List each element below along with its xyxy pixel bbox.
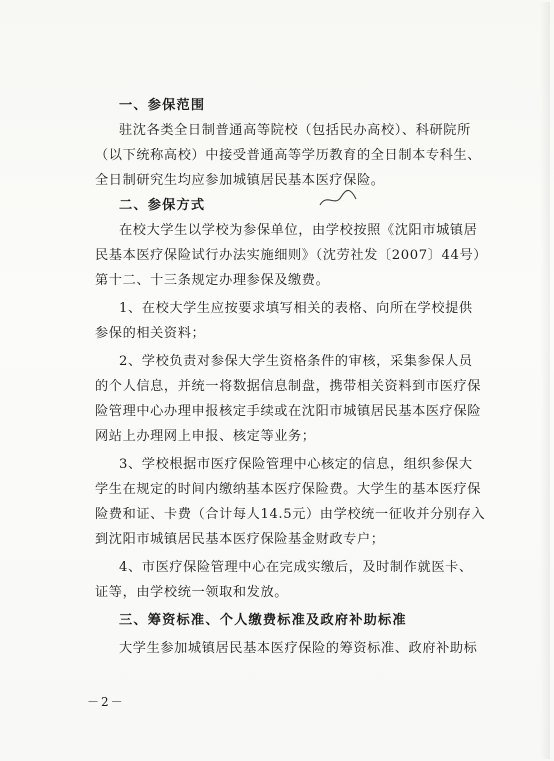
line-spacer	[95, 343, 510, 352]
text-line: 险费和证、卡费（合计每人14.5元）由学校统一征收并分别存入	[95, 507, 486, 522]
text-line: 的个人信息，并统一将数据信息制盘，携带相关资料到市医疗保	[95, 379, 482, 394]
line-spacer	[95, 446, 510, 455]
document-body	[95, 96, 510, 658]
text-line: 4、市医疗保险管理中心在完成实缴后，及时制作就医卡、	[119, 560, 473, 575]
text-line: 2、学校负责对参保大学生资格条件的审核，采集参保人员	[119, 354, 473, 369]
text-line: 全日制研究生均应参加城镇居民基本医疗保险。	[95, 173, 385, 188]
line-spacer	[95, 549, 510, 558]
text-line: 在校大学生以学校为参保单位，由学校按照《沈阳市城镇居	[119, 223, 478, 238]
text-line: 参保的相关资料；	[95, 326, 206, 341]
text-line: 驻沈各类全日制普通高等院校（包括民办高校）、科研院所	[119, 123, 471, 138]
handwritten-pen-mark	[317, 185, 359, 211]
line-spacer	[95, 602, 510, 611]
line-spacer	[95, 290, 510, 299]
text-line: 证等，由学校统一领取和发放。	[95, 585, 289, 600]
text-line: 大学生参加城镇居民基本医疗保险的筹资标准、政府补助标	[119, 641, 478, 656]
text-line: 学生在规定的时间内缴纳基本医疗保险费。大学生的基本医疗保	[95, 482, 482, 497]
text-line: 网站上办理网上申报、核定等业务；	[95, 429, 316, 444]
line-spacer	[95, 630, 510, 639]
text-line: 1、在校大学生应按要求填写相关的表格、向所在学校提供	[119, 301, 473, 316]
page-number: －2－	[87, 695, 125, 709]
section-heading: 一、参保范围	[119, 98, 206, 113]
text-line: 到沈阳市城镇居民基本医疗保险基金财政专户；	[95, 532, 385, 547]
page-edge-shadow	[540, 2, 550, 759]
text-line: 险管理中心办理申报核定手续或在沈阳市城镇居民基本医疗保险	[95, 404, 482, 419]
section-heading: 二、参保方式	[119, 198, 206, 213]
text-line: 民基本医疗保险试行办法实施细则》（沈劳社发〔2007〕44号）	[95, 248, 488, 263]
text-line: 3、学校根据市医疗保险管理中心核定的信息，组织参保大	[119, 457, 473, 472]
text-line: （以下统称高校）中接受普通高等学历教育的全日制本专科生、	[95, 148, 482, 163]
section-heading: 三、筹资标准、个人缴费标准及政府补助标准	[119, 613, 407, 628]
text-line: 第十二、十三条规定办理参保及缴费。	[95, 273, 330, 288]
